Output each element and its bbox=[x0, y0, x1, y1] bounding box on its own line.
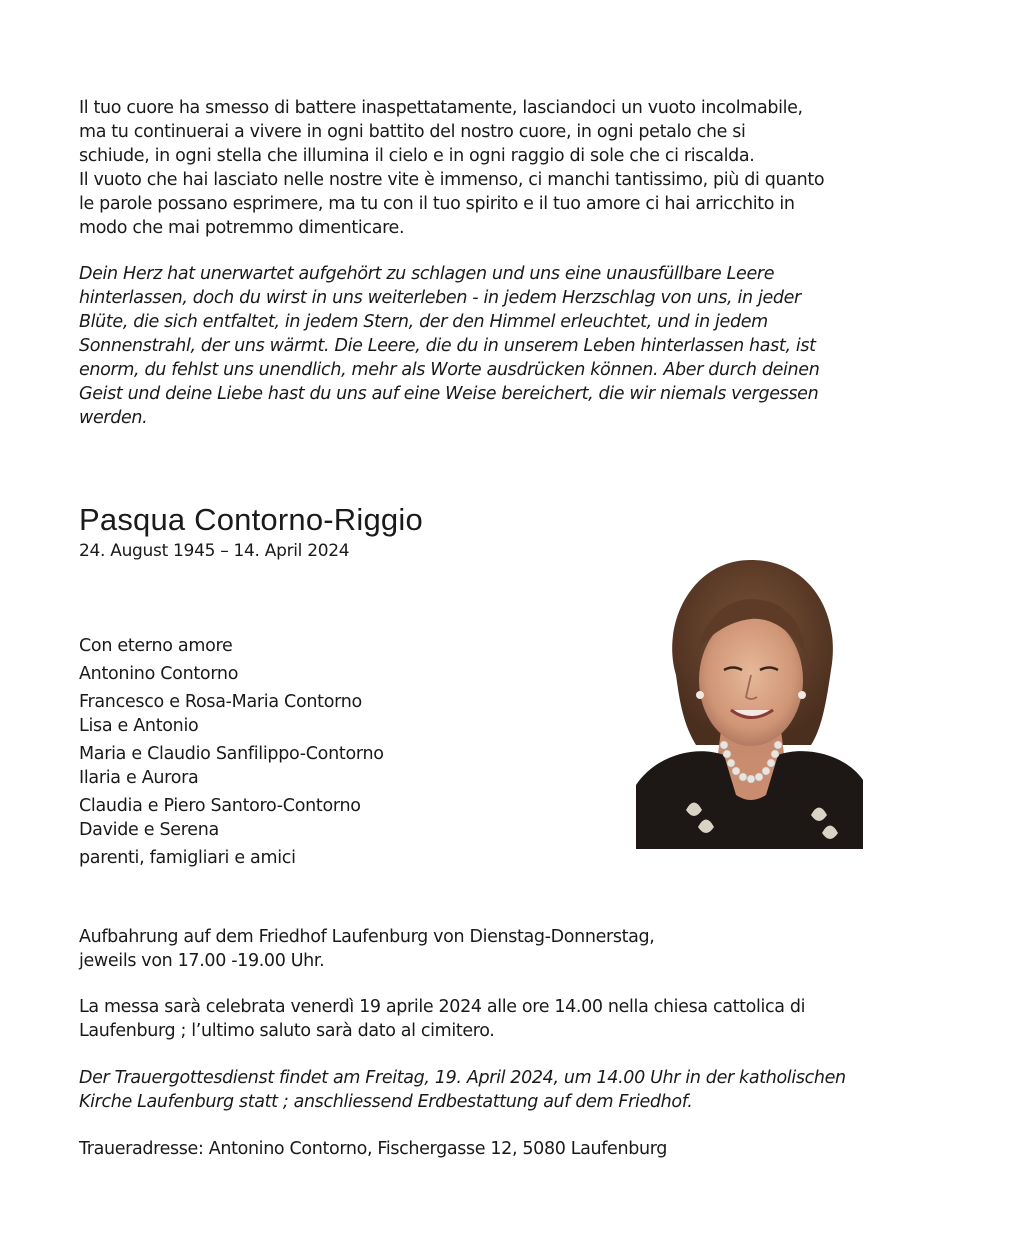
mourning-address-text: Traueradresse: Antonino Contorno, Fischergasse 12, 5080 Laufenburg bbox=[79, 1139, 668, 1159]
mourner-group bbox=[79, 794, 599, 842]
mourner-group bbox=[79, 662, 599, 686]
mass-info-german bbox=[79, 1066, 919, 1114]
portrait-photo bbox=[636, 555, 863, 849]
mass-info-german-line: Der Trauergottesdienst findet am Freitag, 19. April 2024, um 14.00 Uhr in der katholischen bbox=[79, 1068, 846, 1088]
intro-german-line: Dein Herz hat unerwartet aufgehört zu schlagen und uns eine unausfüllbare Leere bbox=[79, 264, 775, 284]
intro-german-line: enorm, du fehlst uns unendlich, mehr als Worte ausdrücken können. Aber durch deinen bbox=[79, 360, 820, 380]
viewing-info-line: Aufbahrung auf dem Friedhof Laufenburg von Dienstag-Donnerstag, bbox=[79, 927, 655, 947]
viewing-info-line: jeweils von 17.00 -19.00 Uhr. bbox=[79, 951, 325, 971]
mourner-name: Maria e Claudio Sanfilippo-Contorno bbox=[79, 744, 384, 764]
intro-italian-line: Il vuoto che hai lasciato nelle nostre vite è immenso, ci manchi tantissimo, più di quanto bbox=[79, 170, 825, 190]
intro-german-line: werden. bbox=[79, 408, 148, 428]
intro-german-line: Blüte, die sich entfaltet, in jedem Stern, der den Himmel erleuchtet, und in jedem bbox=[79, 312, 768, 332]
mass-info-german-line: Kirche Laufenburg statt ; anschliessend Erdbestattung auf dem Friedhof. bbox=[79, 1092, 693, 1112]
intro-italian-line: Il tuo cuore ha smesso di battere inaspettatamente, lasciandoci un vuoto incolmabile, bbox=[79, 98, 803, 118]
intro-italian-line: ma tu continuerai a vivere in ogni battito del nostro cuore, in ogni petalo che si bbox=[79, 122, 746, 142]
mourner-group bbox=[79, 690, 599, 738]
intro-italian-line: le parole possano esprimere, ma tu con il tuo spirito e il tuo amore ci hai arricchito in bbox=[79, 194, 795, 214]
intro-italian bbox=[79, 96, 919, 240]
mourner-name: Lisa e Antonio bbox=[79, 716, 199, 736]
mourner-name: Davide e Serena bbox=[79, 820, 219, 840]
mourners-list bbox=[79, 634, 599, 874]
mourner-name: Ilaria e Aurora bbox=[79, 768, 199, 788]
mourner-name: Antonino Contorno bbox=[79, 664, 239, 684]
mourner-name: Claudia e Piero Santoro-Contorno bbox=[79, 796, 361, 816]
mourners-heading bbox=[79, 634, 599, 658]
mourners-heading-text: Con eterno amore bbox=[79, 636, 233, 656]
mourning-address bbox=[79, 1137, 919, 1161]
intro-german-line: hinterlassen, doch du wirst in uns weiterleben - in jedem Herzschlag von uns, in jeder bbox=[79, 288, 801, 308]
intro-italian-line: modo che mai potremmo dimenticare. bbox=[79, 218, 405, 238]
mass-info-italian bbox=[79, 995, 919, 1043]
intro-german-line: Sonnenstrahl, der uns wärmt. Die Leere, die du in unserem Leben hinterlassen hast, ist bbox=[79, 336, 816, 356]
deceased-name: Pasqua Contorno-Riggio bbox=[79, 502, 423, 537]
mass-info-italian-line: Laufenburg ; l’ultimo saluto sarà dato al cimitero. bbox=[79, 1021, 495, 1041]
mourner-group bbox=[79, 846, 599, 870]
viewing-info bbox=[79, 925, 919, 973]
intro-german bbox=[79, 262, 919, 430]
life-dates: 24. August 1945 – 14. April 2024 bbox=[79, 541, 350, 561]
intro-italian-line: schiude, in ogni stella che illumina il cielo e in ogni raggio di sole che ci riscalda. bbox=[79, 146, 755, 166]
mourner-name: Francesco e Rosa-Maria Contorno bbox=[79, 692, 362, 712]
intro-german-line: Geist und deine Liebe hast du uns auf eine Weise bereichert, die wir niemals vergessen bbox=[79, 384, 819, 404]
portrait-illustration bbox=[636, 555, 863, 849]
mass-info-italian-line: La messa sarà celebrata venerdì 19 aprile 2024 alle ore 14.00 nella chiesa cattolica di bbox=[79, 997, 806, 1017]
mourner-name: parenti, famigliari e amici bbox=[79, 848, 296, 868]
mourner-group bbox=[79, 742, 599, 790]
